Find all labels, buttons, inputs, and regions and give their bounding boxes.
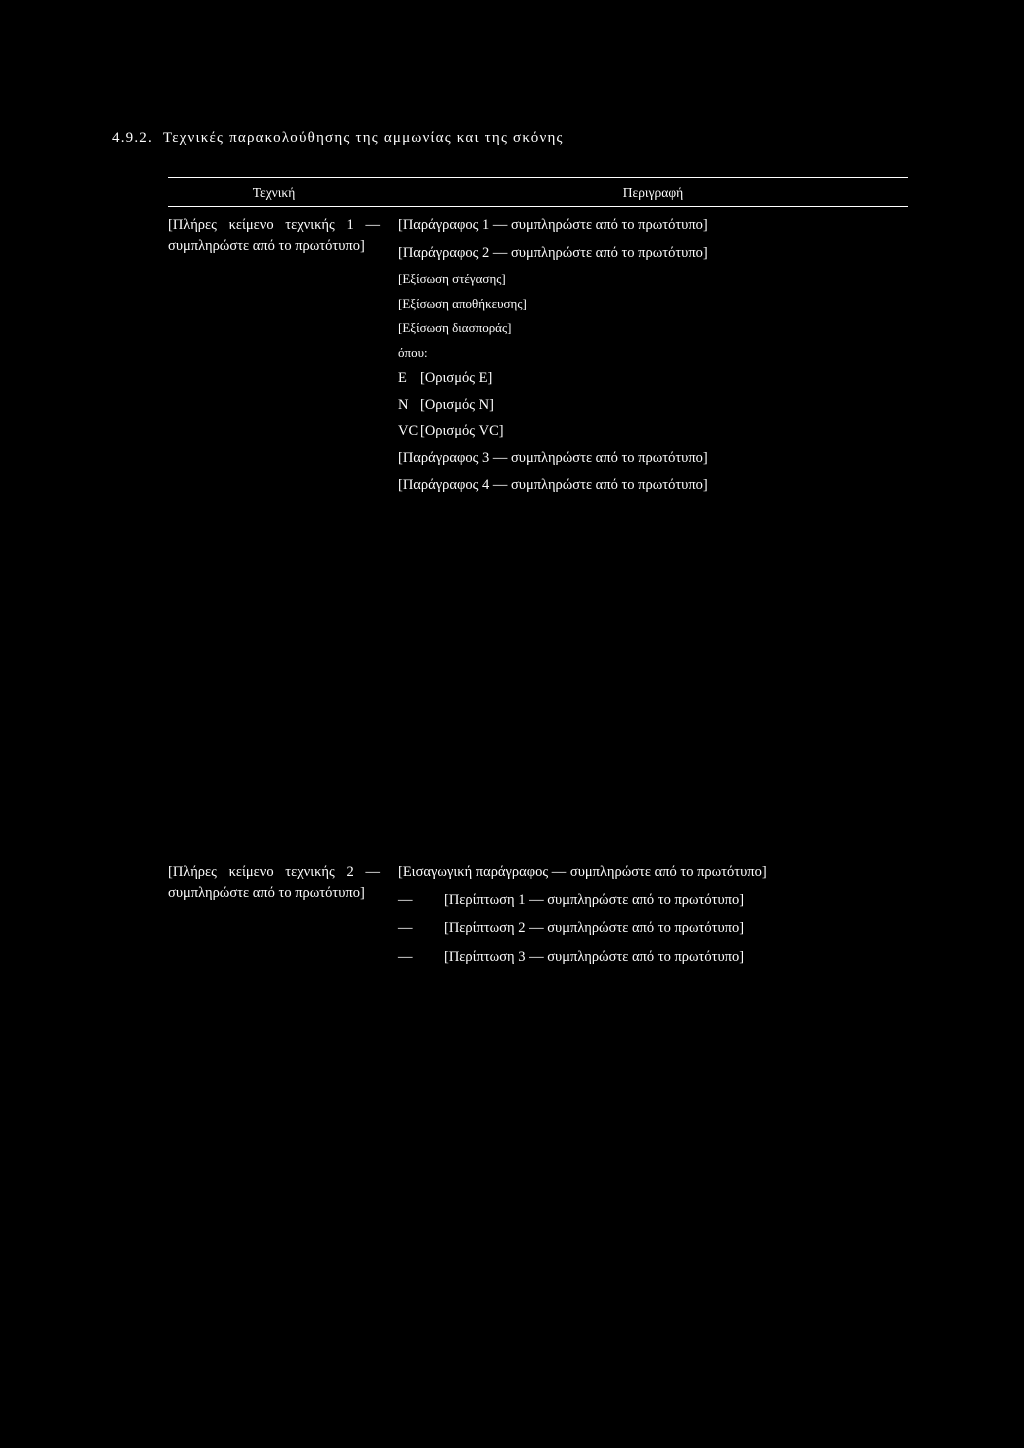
definition-n: [398, 395, 908, 416]
list-item: [398, 918, 908, 939]
list-item-text: [Περίπτωση 2 — συμπληρώστε από το πρωτότυπο]: [444, 920, 745, 937]
list-item-text: [Περίπτωση 3 — συμπληρώστε από το πρωτότυπο]: [444, 948, 745, 965]
dash-marker: —: [398, 948, 413, 965]
description-paragraph: [Παράγραφος 3 — συμπληρώστε από το πρωτότυπο]: [398, 449, 708, 466]
list-item-text: [Περίπτωση 1 — συμπληρώστε από το πρωτότυπο]: [444, 891, 745, 908]
description-paragraph: [Εισαγωγική παράγραφος — συμπληρώστε από το πρωτότυπο]: [398, 864, 767, 880]
dash-marker: —: [398, 891, 413, 908]
formula-housing: [Εξίσωση στέγασης]: [398, 271, 506, 287]
definition-symbol: N: [398, 396, 409, 413]
technique-cell-mass-balance: [Πλήρες κείμενο τεχνικής 1 — συμπληρώστε από το πρωτότυπο]: [168, 217, 380, 254]
formula-spreading: [Εξίσωση διασποράς]: [398, 320, 512, 336]
table-top-rule: [168, 177, 908, 178]
definition-vc: [398, 421, 908, 442]
column-header-technique: Τεχνική: [252, 185, 296, 200]
definition-symbol: E: [398, 369, 407, 386]
column-header-description: Περιγραφή: [622, 185, 684, 200]
section-title-text: Τεχνικές παρακολούθησης της αμμωνίας και της σκόνης: [162, 130, 564, 146]
definition-symbol: VC: [398, 423, 419, 440]
definition-e: [398, 368, 908, 389]
dash-marker: —: [398, 920, 413, 937]
description-paragraph: [Παράγραφος 2 — συμπληρώστε από το πρωτότυπο]: [398, 244, 708, 261]
list-item: [398, 947, 908, 968]
definition-text: [Ορισμός VC]: [420, 423, 504, 440]
formula-storage: [Εξίσωση αποθήκευσης]: [398, 295, 527, 311]
technique-cell-concentration: [Πλήρες κείμενο τεχνικής 2 — συμπληρώστε από το πρωτότυπο]: [168, 864, 380, 901]
where-label: όπου:: [398, 344, 428, 360]
description-cell-concentration: [398, 862, 908, 975]
definition-text: [Ορισμός E]: [420, 369, 493, 386]
table-header-rule: [168, 206, 908, 207]
list-item: [398, 890, 908, 911]
description-paragraph: [Παράγραφος 1 — συμπληρώστε από το πρωτότυπο]: [398, 217, 708, 233]
description-paragraph: [Παράγραφος 4 — συμπληρώστε από το πρωτότυπο]: [398, 477, 708, 494]
section-heading: [112, 128, 564, 149]
definition-text: [Ορισμός N]: [420, 396, 494, 413]
description-cell-mass-balance: [398, 215, 908, 503]
formula-block: [398, 270, 908, 362]
section-number: 4.9.2.: [112, 130, 153, 146]
